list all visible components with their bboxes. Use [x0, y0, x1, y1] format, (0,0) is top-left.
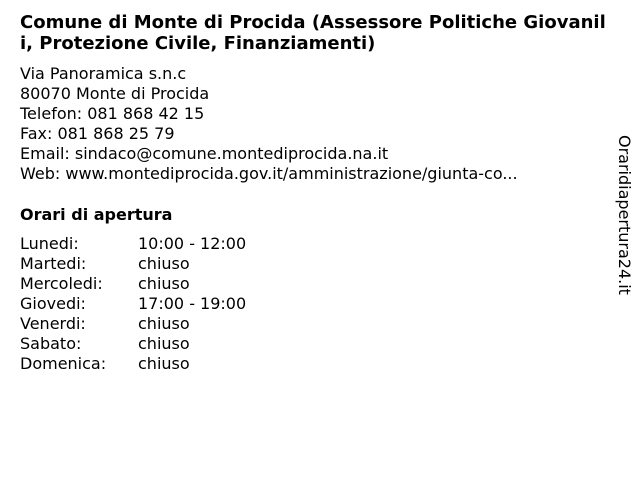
opening-hours-table: [20, 234, 246, 374]
address-city: 80070 Monte di Procida: [20, 84, 210, 103]
day-label: Martedi:: [20, 254, 87, 273]
site-watermark: [612, 135, 636, 315]
day-hours: chiuso: [138, 314, 190, 333]
day-label: Sabato:: [20, 334, 82, 353]
hours-row-saturday: [20, 334, 246, 354]
hours-row-sunday: [20, 354, 246, 374]
hours-row-thursday: [20, 294, 246, 314]
email-address: Email: sindaco@comune.montediprocida.na.it: [20, 144, 389, 163]
address-street: Via Panoramica s.n.c: [20, 64, 187, 83]
website-url: Web: www.montediprocida.gov.it/amministrazione/giunta-co...: [20, 164, 518, 183]
hours-row-tuesday: [20, 254, 246, 274]
day-label: Giovedi:: [20, 294, 86, 313]
day-hours: 17:00 - 19:00: [138, 294, 247, 313]
day-label: Lunedi:: [20, 234, 79, 253]
day-hours: chiuso: [138, 274, 190, 293]
opening-hours-heading: Orari di apertura: [20, 205, 173, 224]
watermark-text: Oraridiapertura24.it: [615, 135, 634, 295]
fax-number: Fax: 081 868 25 79: [20, 124, 175, 143]
contact-info: [20, 64, 518, 184]
day-hours: chiuso: [138, 354, 190, 373]
hours-row-friday: [20, 314, 246, 334]
day-hours: chiuso: [138, 334, 190, 353]
day-label: Mercoledi:: [20, 274, 103, 293]
day-label: Venerdi:: [20, 314, 86, 333]
hours-row-wednesday: [20, 274, 246, 294]
hours-row-monday: [20, 234, 246, 254]
day-hours: 10:00 - 12:00: [138, 234, 247, 253]
phone-number: Telefon: 081 868 42 15: [20, 104, 205, 123]
day-label: Domenica:: [20, 354, 107, 373]
day-hours: chiuso: [138, 254, 190, 273]
page-title: Comune di Monte di Procida (Assessore Politiche Giovanili, Protezione Civile, Finanziamenti): [20, 12, 606, 54]
